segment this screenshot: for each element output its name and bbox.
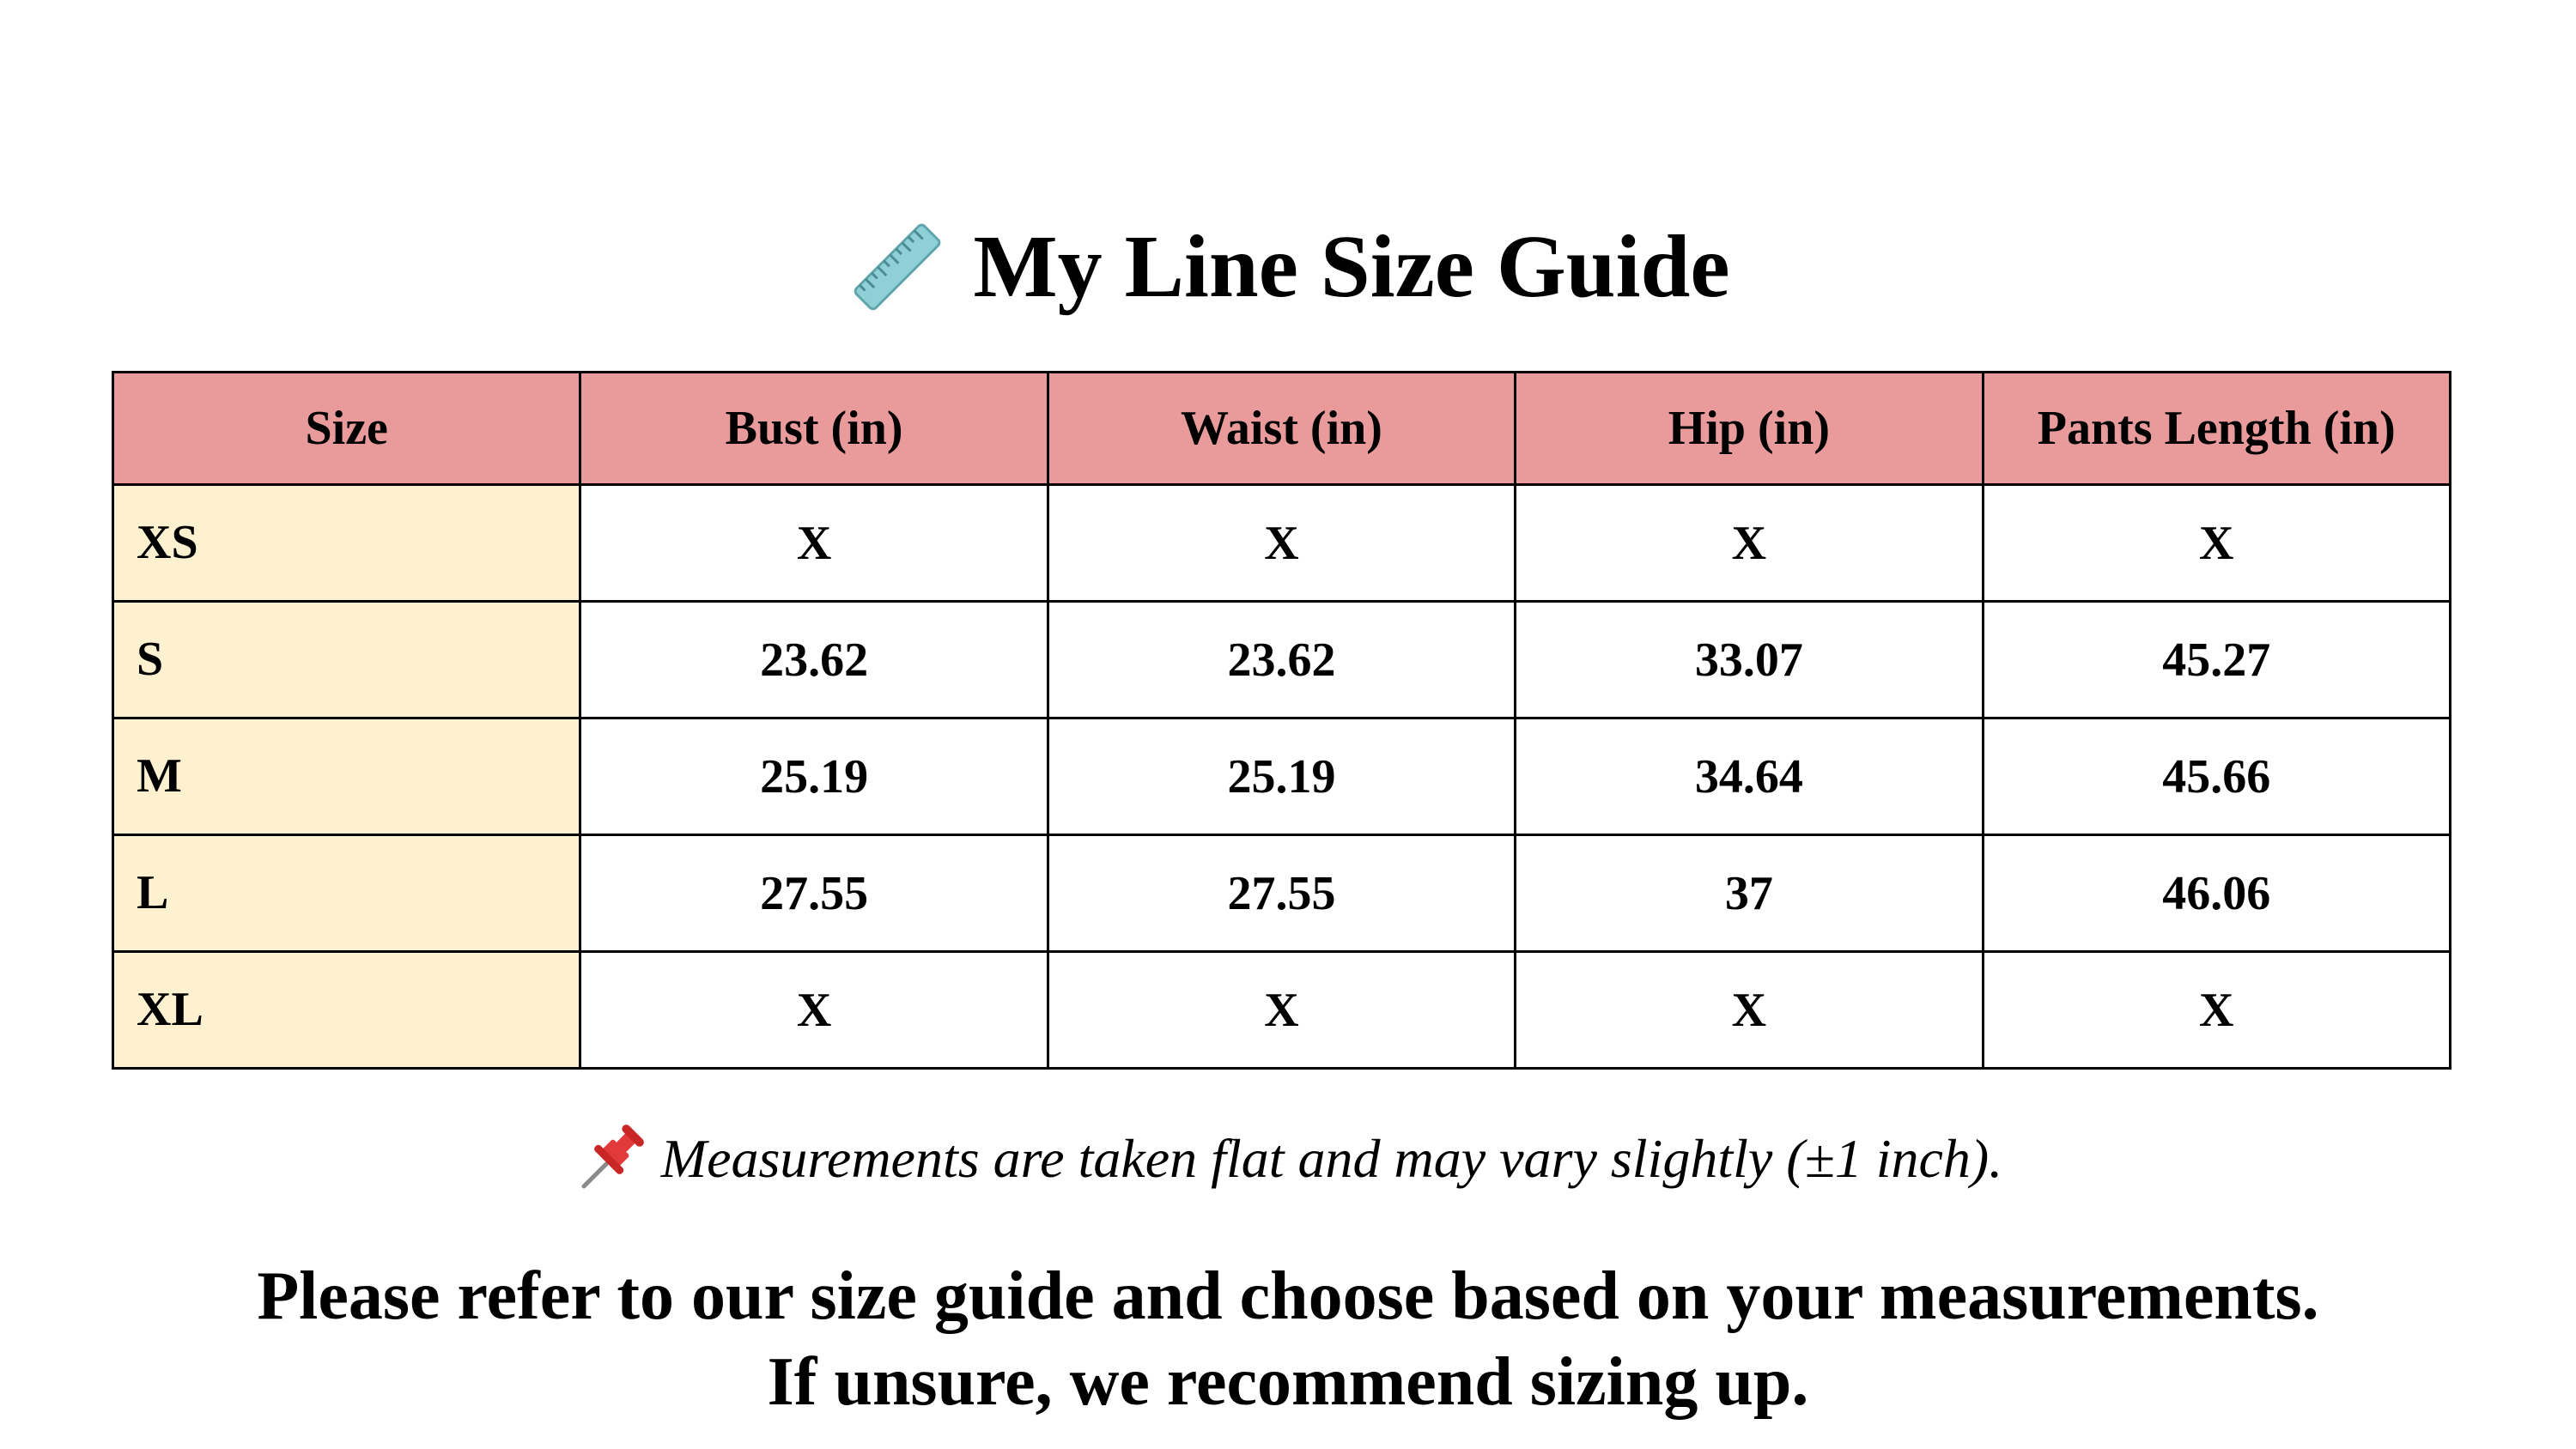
pants-length-cell: 46.06 bbox=[1983, 835, 2450, 952]
waist-cell: 23.62 bbox=[1048, 602, 1515, 718]
bust-cell: 23.62 bbox=[580, 602, 1048, 718]
page-title: My Line Size Guide bbox=[973, 217, 1730, 316]
bust-cell: 27.55 bbox=[580, 835, 1048, 952]
bust-cell: X bbox=[580, 485, 1048, 602]
waist-cell: 25.19 bbox=[1048, 718, 1515, 835]
header-size: Size bbox=[113, 373, 580, 485]
hip-cell: 34.64 bbox=[1516, 718, 1983, 835]
hip-cell: X bbox=[1516, 485, 1983, 602]
pants-length-cell: 45.27 bbox=[1983, 602, 2450, 718]
pushpin-icon bbox=[574, 1123, 646, 1195]
hip-cell: 33.07 bbox=[1516, 602, 1983, 718]
ruler-icon bbox=[846, 215, 949, 318]
hip-cell: X bbox=[1516, 952, 1983, 1069]
waist-cell: X bbox=[1048, 952, 1515, 1069]
footer-line-2: If unsure, we recommend sizing up. bbox=[767, 1344, 1809, 1420]
size-cell: S bbox=[113, 602, 580, 718]
hip-cell: 37 bbox=[1516, 835, 1983, 952]
header-pants-length: Pants Length (in) bbox=[1983, 373, 2450, 485]
footer-instructions bbox=[0, 1253, 2576, 1425]
size-cell: M bbox=[113, 718, 580, 835]
pants-length-cell: 45.66 bbox=[1983, 718, 2450, 835]
table-row bbox=[113, 602, 2451, 718]
table-row bbox=[113, 952, 2451, 1069]
title-row bbox=[0, 203, 2576, 331]
waist-cell: X bbox=[1048, 485, 1515, 602]
table-row bbox=[113, 718, 2451, 835]
bust-cell: 25.19 bbox=[580, 718, 1048, 835]
size-cell: XL bbox=[113, 952, 580, 1069]
size-cell: XS bbox=[113, 485, 580, 602]
size-table bbox=[112, 371, 2451, 1070]
waist-cell: 27.55 bbox=[1048, 835, 1515, 952]
header-waist: Waist (in) bbox=[1048, 373, 1515, 485]
table-row bbox=[113, 835, 2451, 952]
footer-line-1: Please refer to our size guide and choose based on your measurements. bbox=[257, 1258, 2319, 1334]
header-bust: Bust (in) bbox=[580, 373, 1048, 485]
pants-length-cell: X bbox=[1983, 952, 2450, 1069]
size-cell: L bbox=[113, 835, 580, 952]
bust-cell: X bbox=[580, 952, 1048, 1069]
pants-length-cell: X bbox=[1983, 485, 2450, 602]
note-text: Measurements are taken flat and may vary slightly (±1 inch). bbox=[660, 1128, 2003, 1189]
table-row bbox=[113, 485, 2451, 602]
table-header-row bbox=[113, 373, 2451, 485]
measurement-note bbox=[0, 1116, 2576, 1202]
header-hip: Hip (in) bbox=[1516, 373, 1983, 485]
